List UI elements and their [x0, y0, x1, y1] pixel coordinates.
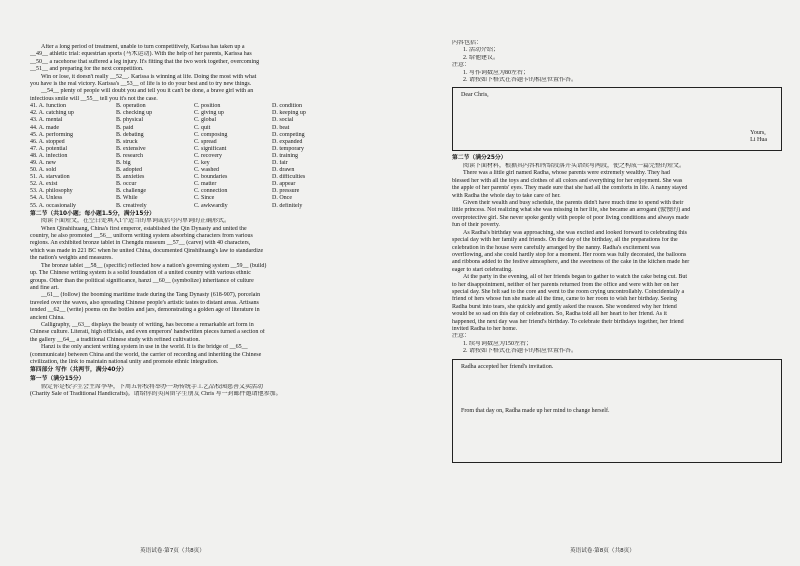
letter-signature	[750, 130, 767, 145]
passage-line: little princess. Not realizing what she was missing in her life, she became an arrogant (傲慢的) and	[452, 207, 691, 214]
option-d: D. Once	[272, 195, 292, 202]
option-c: C. position	[194, 103, 221, 110]
option-b: B. big	[116, 160, 131, 166]
option-row	[30, 103, 376, 110]
passage-line: up. The Chinese writing system is a solid foundation of a united country with various ethnic	[30, 270, 251, 277]
passage-line: celebration in the house were carefully arranged by the nanny. Radha's excitement was	[452, 244, 661, 251]
option-row	[30, 110, 376, 117]
passage-line: special day. She felt sad to the core and went to the room crying uncontrollably. Coincidentally a	[452, 288, 685, 295]
option-b: B. While	[116, 195, 138, 202]
passage-line: After a long period of treatment, unable to turn competitively, Karissa has taken up a	[41, 44, 245, 50]
option-row	[30, 188, 376, 195]
passage-line: regions. An exhibited bronze tablet in Chengdu museum __57__ (carve) with 40 characters,	[30, 240, 251, 247]
passage-line: __61__ (follow) the booming maritime trade during the Tang Dynasty (618-907), porcelain	[41, 292, 261, 299]
notes-label: 注意：	[452, 333, 471, 340]
option-row	[30, 139, 376, 146]
passage-line: would be so sad on this day of celebration. So, Radha told all her heart to her friend. As it	[452, 311, 667, 318]
option-b: B. extensive	[116, 145, 146, 152]
passage-line: friend of hers whose fun she made all the time, came to her room to wish her birthday. Seeing	[452, 296, 677, 303]
content-item: 2. 给他建议。	[463, 54, 500, 61]
passage-line: Win or lose, it doesn't really __52__. Karissa is winning at life. Doing the most with what	[41, 73, 257, 80]
option-a: 49. A. new	[30, 160, 56, 166]
option-c: C. washed	[194, 167, 219, 174]
option-c: C. quit	[194, 124, 211, 131]
passage-line: blessed her with all the toys and clothes of all colors and everything for her enjoyment. She was	[452, 177, 683, 184]
passage-line: traveled over the waves, also spreading Chinese people's artistic tastes to distant areas. Artisans	[30, 299, 259, 306]
notes-item: 2. 请按如下格式在答题卡的相应位置作答。	[463, 348, 578, 355]
option-d: D. beat	[272, 124, 290, 131]
passage-line: Chinese culture. Literati, high officials, and even emperors' handwritten pieces turned a section of	[30, 329, 265, 336]
option-c: C. matter	[194, 181, 217, 188]
section-heading: 第二节（满分25分）	[452, 155, 507, 162]
passage-line: groups. Other than the political significance, hanzi __60__ (symbolize) inheritance of culture	[30, 277, 254, 284]
option-row	[30, 125, 376, 132]
option-c: C. connection	[194, 188, 228, 195]
option-d: D. drawn	[272, 167, 295, 174]
letter-greeting: Dear Chris,	[461, 92, 489, 99]
option-d: D. definitely	[272, 202, 303, 209]
option-c: C. Since	[194, 195, 215, 202]
option-row	[30, 117, 376, 124]
option-b: B. challenge	[116, 188, 146, 195]
passage-line: the gallery __64__ a traditional Chinese study with refined cultivation.	[30, 336, 200, 343]
option-c: C. recovery	[194, 152, 222, 159]
option-a: 42. A. catching up	[30, 110, 74, 117]
passage-line: At the party in the evening, all of her friends began to gather to watch the cake being cut. But	[463, 274, 688, 281]
option-c: C. composing	[194, 131, 228, 138]
option-d: D. fair	[272, 160, 288, 166]
option-d: D. expanded	[272, 138, 303, 145]
passage-line: to her disappointment, neither of her parents returned from the office and were with her on her	[452, 281, 679, 288]
passage-line: As Radha's birthday was approaching, she was excited and looked forward to celebrating this	[463, 229, 688, 236]
passage-line: tended __62__ (write) poems on the bottles and jars, demonstrating a golden age of literature in	[30, 307, 260, 314]
writing-prompt-line: (Charity Sale of Traditional Handicrafts)。请给你的英国留学生朋友 Chris 写一封邮件邀请他参加。	[30, 390, 282, 397]
option-a: 44. A. made	[30, 124, 59, 131]
option-a: 43. A. mental	[30, 117, 63, 124]
passage-line: country, he also promoted __56__ uniform writing system absorbing characters from various	[30, 233, 253, 240]
option-c: C. global	[194, 117, 216, 124]
passage-line: which was made in 221 BC when he united China, documented Qinshihuang's law to standardize	[30, 247, 264, 254]
passage-line: __50__ a racehorse that suffered a leg injury. It's fitting that the two work together, overcoming	[30, 58, 260, 65]
option-a: 54. A. Unless	[30, 195, 63, 202]
content-label: 内容包括：	[452, 40, 483, 46]
passage-line: the apple of her parents' eyes. They made sure that she had all the comforts in life. A nanny stayed	[452, 185, 688, 192]
grammar-passage	[30, 226, 376, 367]
passage-line: fun of their poverty.	[452, 222, 500, 229]
section-instruction: 阅读下面短文，在空白处填入1个适当的单词或括号内单词的正确形式。	[41, 218, 231, 225]
option-b: B. checking up	[116, 110, 153, 117]
option-d: D. pressure	[272, 188, 300, 195]
option-c: C. awkwardly	[194, 202, 228, 209]
option-a: 51. A. starvation	[30, 174, 70, 181]
option-row	[30, 181, 376, 188]
option-a: 50. A. sold	[30, 167, 57, 174]
option-row	[30, 153, 376, 160]
option-c: C. key	[194, 160, 210, 166]
option-c: C. spread	[194, 138, 217, 145]
page-footer: 英语试卷·第8页（共8页）	[570, 548, 635, 554]
passage-line: special day with her family and friends. On the day of the birthday, all the preparations for the	[452, 237, 678, 244]
passage-line: invited Radha to her home.	[452, 325, 518, 332]
passage-line: __54__ plenty of people will doubt you and tell you it can't be done, a brave girl with an	[41, 88, 254, 95]
option-d: D. difficulties	[272, 174, 306, 181]
option-row	[30, 146, 376, 153]
option-row	[30, 195, 376, 202]
passage-line: (communicate) between China and the world, the carrier of recording and inheriting the Chinese	[30, 351, 262, 358]
option-row	[30, 167, 376, 174]
passage-line: overprotective girl. She never spoke gently with people of poor living conditions and always made	[452, 214, 689, 221]
option-b: B. operation	[116, 103, 146, 110]
passage-line: Hanzi is the only ancient writing system in use in the world. It is the bridge of __65__	[41, 344, 248, 351]
option-d: D. training	[272, 152, 298, 159]
notes-item: 1. 续写词数应为150左右；	[463, 340, 533, 347]
passage-line: the nation's weights and measures.	[30, 255, 113, 262]
right-page	[452, 40, 782, 467]
letter-answer-box	[452, 87, 782, 151]
passage-line: civilization, the link to maintain national unity and promote ethnic integration.	[30, 358, 219, 365]
option-a: 47. A. potential	[30, 145, 67, 152]
option-b: B. occur	[116, 181, 137, 188]
option-b: B. adopted	[116, 167, 142, 174]
option-b: B. struck	[116, 138, 138, 145]
option-a: 55. A. occasionally	[30, 202, 76, 209]
option-d: D. competing	[272, 131, 305, 138]
option-d: D. keeping up	[272, 110, 306, 117]
continuation-answer-box	[452, 359, 782, 463]
passage-line: When Qinshihuang, China's first emperor, established the Qin Dynasty and united the	[41, 225, 247, 232]
passage-line: Radha burst into tears, she quickly and gently asked the reason. She wondered why her friend	[452, 303, 677, 310]
left-page	[30, 44, 376, 398]
passage-line: happened, the next day was her friend's birthday. To celebrate their birthdays together, her friend	[452, 318, 684, 325]
passage-line: and fine art.	[30, 284, 59, 291]
option-c: C. significant	[194, 145, 227, 152]
option-b: B. anxieties	[116, 174, 145, 181]
passage-line: and ribbons added to the festive atmosphere, and the sweetness of the cake in the kitchen made her	[452, 259, 690, 266]
passage-line: There was a little girl named Radha, whose parents were extremely wealthy. They had	[463, 170, 670, 177]
section-heading: 第一节（满分15分）	[30, 375, 85, 382]
passage-line: infectious smile will __55__ tell you it's not the case.	[30, 95, 158, 102]
content-item: 1. 活动介绍；	[463, 47, 500, 54]
notes-item: 1. 写作词数应为80左右；	[463, 69, 530, 76]
passage-line: overflowing, and she could hardly stop for a moment. Her room was fully decorated, the balloons	[452, 251, 687, 258]
option-b: B. research	[116, 152, 143, 159]
option-row	[30, 203, 376, 210]
option-d: D. temporary	[272, 145, 304, 152]
passage-line: ancient China.	[30, 314, 65, 321]
option-d: D. appear	[272, 181, 296, 188]
cloze-options	[30, 103, 376, 209]
passage-line: The bronze tablet __58__ (specific) reflected how a nation's governing system __59__ (build)	[41, 262, 267, 269]
passage-line: Given their wealth and busy schedule, the parents didn't have much time to spend with their	[463, 200, 684, 207]
letter-closing: Yours,	[750, 129, 766, 136]
option-b: B. paid	[116, 124, 134, 131]
option-d: D. condition	[272, 103, 302, 110]
passage-line: with Radha the whole day to take care of her.	[452, 192, 561, 199]
page-footer: 英语试卷·第7页（共8页）	[140, 548, 205, 554]
letter-name: Li Hua	[750, 137, 767, 144]
option-a: 53. A. philosophy	[30, 188, 73, 195]
story-passage	[452, 170, 782, 333]
passage-line: eager to start celebrating.	[452, 266, 513, 273]
option-b: B. debating	[116, 131, 144, 138]
notes-label: 注意：	[452, 62, 471, 69]
option-a: 46. A. stopped	[30, 138, 65, 145]
option-c: C. giving up	[194, 110, 224, 117]
section-heading: 第二节（共10小题；每小题1.5分，满分15分）	[30, 210, 155, 217]
paragraph1-opening: Radha accepted her friend's invitation.	[461, 363, 554, 370]
option-a: 41. A. function	[30, 103, 66, 110]
writing-prompt-line: 假定你是校学生会主席李华，下周五你校将举办一场传统手工艺品校园慈善义卖活动	[41, 383, 264, 390]
passage-line: __51__ and preparing for the next competition.	[30, 66, 144, 73]
option-row	[30, 174, 376, 181]
option-b: B. physical	[116, 117, 143, 124]
passage-line: you have is the real victory. Karissa's __53__ of life is to do your best and to try new things.	[30, 81, 252, 88]
option-d: D. social	[272, 117, 294, 124]
option-b: B. creatively	[116, 202, 147, 209]
option-a: 52. A. exist	[30, 181, 58, 188]
part-heading: 第四部分 写作（共两节，满分40分）	[30, 367, 128, 374]
passage-line: Calligraphy, __63__ displays the beauty of writing, has become a remarkable art form in	[41, 321, 254, 328]
passage-line: __49__ athletic trial: equestrian sports (马术运动). With the help of her parents, Karissa has	[30, 51, 252, 58]
option-a: 45. A. performing	[30, 131, 73, 138]
notes-item: 2. 请按如下格式在答题卡的相应位置作答。	[463, 77, 578, 84]
option-row	[30, 132, 376, 139]
section-instruction: 阅读下面材料，根据其内容和所给段落开头语续写两段，使之构成一篇完整的短文。	[463, 163, 686, 170]
option-c: C. boundaries	[194, 174, 228, 181]
option-a: 48. A. infection	[30, 152, 68, 159]
option-row	[30, 160, 376, 167]
cloze-passage-end	[30, 44, 376, 103]
paragraph2-opening: From that day on, Radha made up her mind to change herself.	[461, 407, 610, 414]
